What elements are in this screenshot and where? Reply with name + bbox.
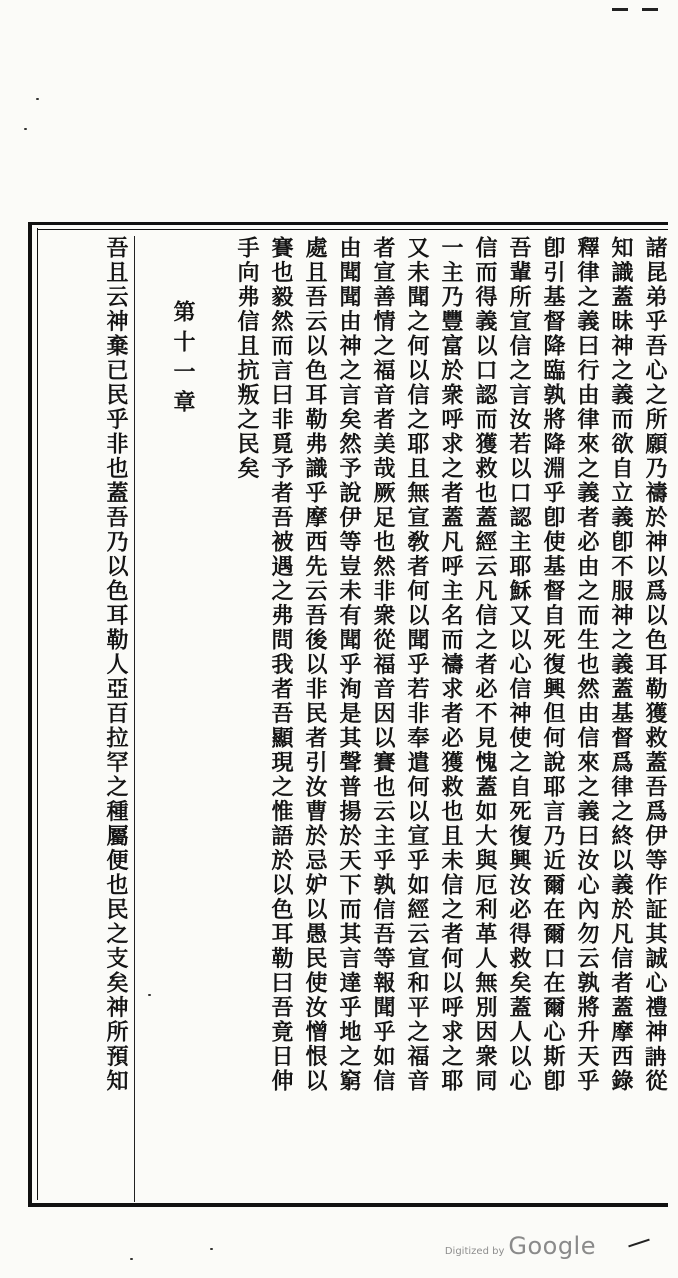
text-column-3: 釋律之義曰行由律來之義者必由之而生也然由信來之義曰汝心內勿云孰將升天乎	[574, 236, 600, 1094]
text-column-12: 賽也毅然而言曰非覓予者吾被遇之弗問我者吾顯現之惟語於以色耳勒曰吾竟日伸	[268, 236, 294, 1094]
top-crop-mark	[642, 8, 658, 37]
text-column-6: 信而得義以口認而獲救也蓋經云凡信之者必不見愧蓋如大與厄利革人無別因衆同	[472, 236, 498, 1094]
scan-mark	[628, 1239, 650, 1248]
digitization-watermark	[445, 1232, 596, 1260]
chapter-heading: 第十一章	[170, 300, 196, 420]
column-divider	[134, 236, 135, 1202]
paper-speck	[130, 1258, 133, 1260]
text-column-1: 諸昆弟乎吾心之所願乃禱於神以爲以色耳勒獲救蓋吾爲伊等作証其誠心禮神𧦦從	[642, 236, 668, 1094]
text-column-2: 知識蓋昧神之義而欲自立義卽不服神之義蓋基督爲律之終以義於凡信者蓋摩西錄	[608, 236, 634, 1094]
text-column-14: 吾且云神棄已民乎非也蓋吾乃以色耳勒人亞百拉罕之種屬便也民之支矣神所預知	[103, 236, 129, 1094]
paper-speck	[24, 128, 27, 130]
text-column-5: 吾輩所宣信之言汝若以口認主耶穌又以心信神使之自死復興汝必得救矣蓋人以心	[506, 236, 532, 1094]
text-column-4: 卽引基督降臨孰將降淵乎卽使基督自死復興但何說耶言乃近爾在爾口在爾心斯卽	[540, 236, 566, 1094]
digitized-label: Digitized by	[444, 1246, 505, 1257]
paper-speck	[36, 98, 39, 100]
top-crop-mark	[612, 8, 628, 37]
text-column-8: 又未聞之何以信之耶且無宣敎者何以聞乎若非奉遣何以宣乎如經云宣和平之福音	[404, 236, 430, 1094]
paper-speck	[210, 1248, 213, 1250]
text-column-9: 者宣善情之福音者美哉厥足也然非衆從福音因以賽也云主乎孰信吾等報聞乎如信	[370, 236, 396, 1094]
google-logo-text: Google	[508, 1232, 596, 1260]
text-column-11: 處且吾云以色耳勒弗識乎摩西先云吾後以非民者引汝曹於忌妒以愚民使汝憎恨以	[302, 236, 328, 1094]
blank-column	[200, 236, 230, 1202]
text-block	[40, 236, 672, 1202]
text-column-10: 由聞聞由神之言矣然予說伊等豈未有聞乎洵是其聲普揚於天下而其言達乎地之窮	[336, 236, 362, 1094]
text-column-7: 一主乃豐富於衆呼求之者蓋凡呼主名而禱求者必獲救也且未信之者何以呼求之耶	[438, 236, 464, 1094]
text-column-13: 手向弗信且抗叛之民矣	[234, 236, 260, 481]
blank-column	[136, 236, 166, 1202]
